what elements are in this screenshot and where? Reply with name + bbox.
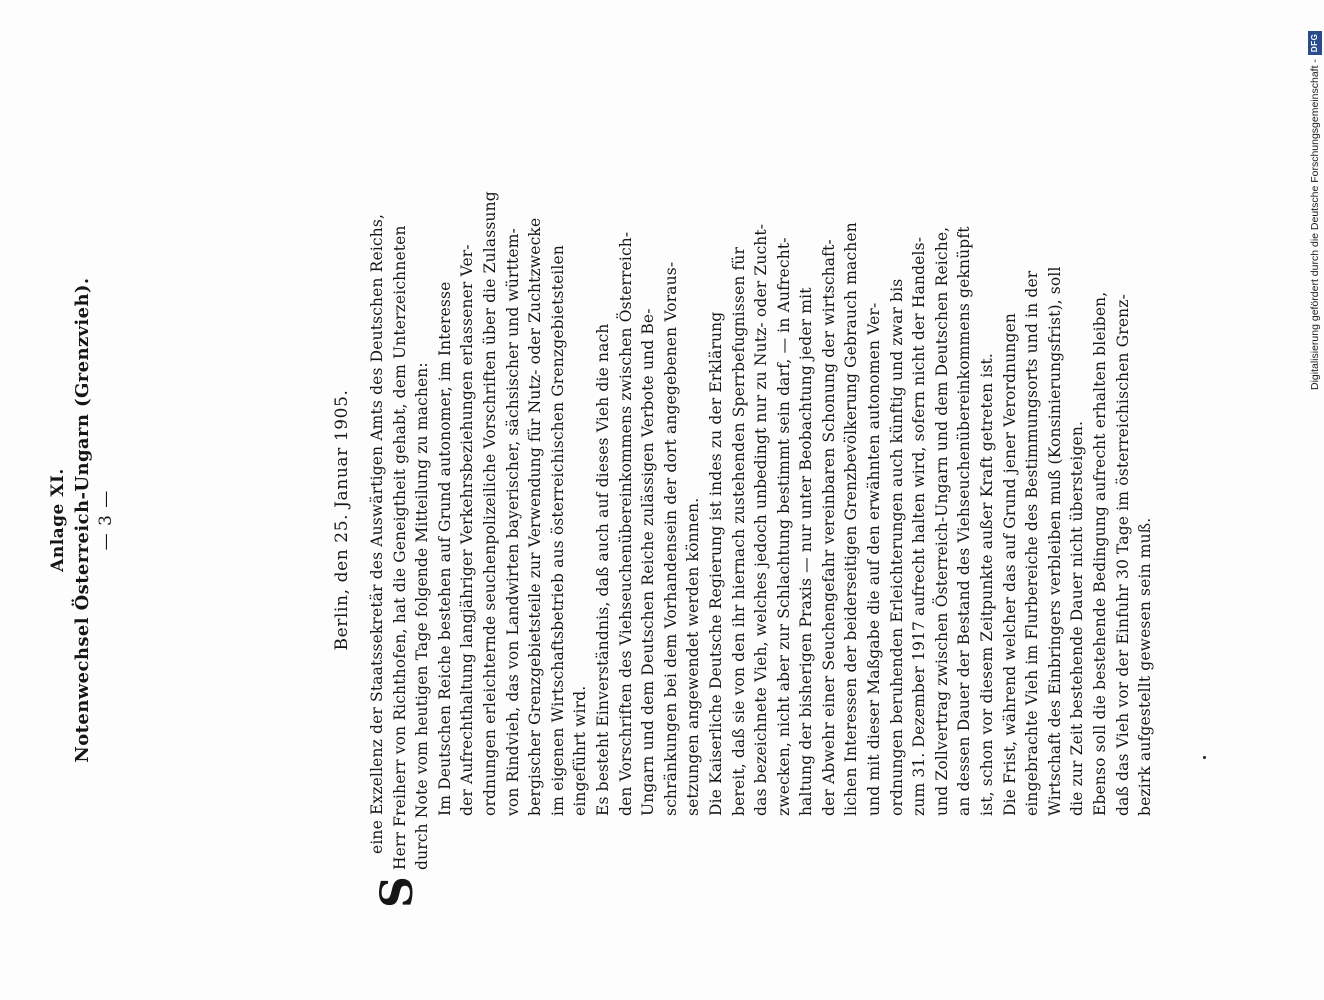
text-line: setzungen angewendet werden können. [684,497,703,816]
text-line: bergischer Grenzgebietsteile zur Verwendung für Nutz- oder Zuchtzwecke [526,217,545,816]
page-number: — 3 — [96,489,116,551]
body-text [366,110,1157,870]
text-line: daß das Vieh vor der Einfuhr 30 Tage im österreichischen Grenz- [1113,294,1132,816]
rotated-text-block [48,100,1220,908]
text-line: Wirtschaft des Einbringers verbleiben muß (Konsinierungsfrist), soll [1045,266,1064,816]
scan-speck [1203,756,1206,759]
text-line: lichen Interessen der beiderseitigen Grenzbevölkerung Gebrauch machen [842,222,861,816]
dfg-logo: DFG [1308,31,1322,55]
text-line: eingebrachte Vieh im Flurbereiche des Bestimmungsorts und in der [1023,270,1042,816]
text-line: Ebenso soll die bestehende Bedingung aufrecht erhalten bleiben, [1091,291,1109,816]
text-line: schränkungen bei dem Vorhandensein der dort angegebenen Voraus- [661,261,680,816]
text-line: haltung der bisherigen Praxis — nur unter Beobachtung jeder mit [797,287,816,816]
annex-label: Anlage XI. [48,468,68,572]
text-line: die zur Zeit bestehende Dauer nicht übersteigen. [1068,420,1087,816]
drop-capital: S [372,876,423,908]
text-line: und mit dieser Maßgabe die auf den erwähnten autonomen Ver- [865,302,884,816]
text-line: Herr Freiherr von Richthofen, hat die Geneigtheit gehabt, dem Unterzeichneten [390,225,409,870]
text-line: zum 31. Dezember 1917 aufrecht halten wird, sofern nicht der Handels- [910,236,929,816]
text-line: und Zollvertrag zwischen Österreich-Ungarn und dem Deutschen Reiche, [932,226,951,816]
text-line: der Abwehr einer Seuchengefahr vereinbaren Schonung der wirtschaft- [819,239,838,816]
text-line: bereit, daß sie von den ihr hiernach zustehenden Sperrbefugnissen für [729,246,748,816]
date-line: Berlin, den 25. Januar 1905. [332,389,352,651]
text-line: Ungarn und dem Deutschen Reiche zulässigen Verbote und Be- [639,308,658,816]
text-line: Die Kaiserliche Deutsche Regierung ist indes zu der Erklärung [706,311,725,816]
text-line: der Aufrechthaltung langjähriger Verkehrsbeziehungen erlassener Ver- [458,244,477,816]
text-line: Im Deutschen Reiche bestehen auf Grund autonomer, im Interesse [435,281,454,816]
text-line: ordnungen beruhenden Erleichterungen auch künftig und zwar bis [887,278,906,816]
text-line: im eigenen Wirtschaftsbetrieb aus österreichischen Grenzgebietsteilen [548,245,567,816]
text-line: durch Note vom heutigen Tage folgende Mitteilung zu machen: [413,362,432,870]
text-line: eine Exzellenz der Staatssekretär des Auswärtigen Amts des Deutschen Reichs, [368,213,386,854]
text-line: ordnungen erleichternde seuchenpolizeiliche Vorschriften über die Zulassung [480,191,499,816]
text-line: Die Frist, während welcher das auf Grund jener Verordnungen [1000,312,1019,816]
text-line: das bezeichnete Vieh, welches jedoch unbedingt nur zu Nutz- oder Zucht- [752,223,771,816]
text-line: bezirk aufgestellt gewesen sein muß. [1136,517,1155,816]
text-line: an dessen Dauer der Bestand des Viehseuchenübereinkommens geknüpft [955,226,974,816]
text-line: den Vorschriften des Viehseuchenübereinkommens zwischen Österreich- [616,231,635,816]
funding-note: Digitalisierung gefördert durch die Deutsche Forschungsgemeinschaft - [1309,59,1321,390]
document-title: Notenwechsel Österreich-Ungarn (Grenzvieh). [72,277,93,763]
text-line: ist, schon vor diesem Zeitpunkte außer Kraft getreten ist. [978,352,997,816]
text-line: zwecken, nicht aber zur Schlachtung bestimmt sein darf, — in Aufrecht- [774,237,793,816]
text-line: Es besteht Einverständnis, daß auch auf dieses Vieh die nach [593,323,612,816]
text-line: eingeführt wird. [571,685,590,816]
text-line: von Rindvieh, das von Landwirten bayerischer, sächsischer und württem- [503,228,522,816]
